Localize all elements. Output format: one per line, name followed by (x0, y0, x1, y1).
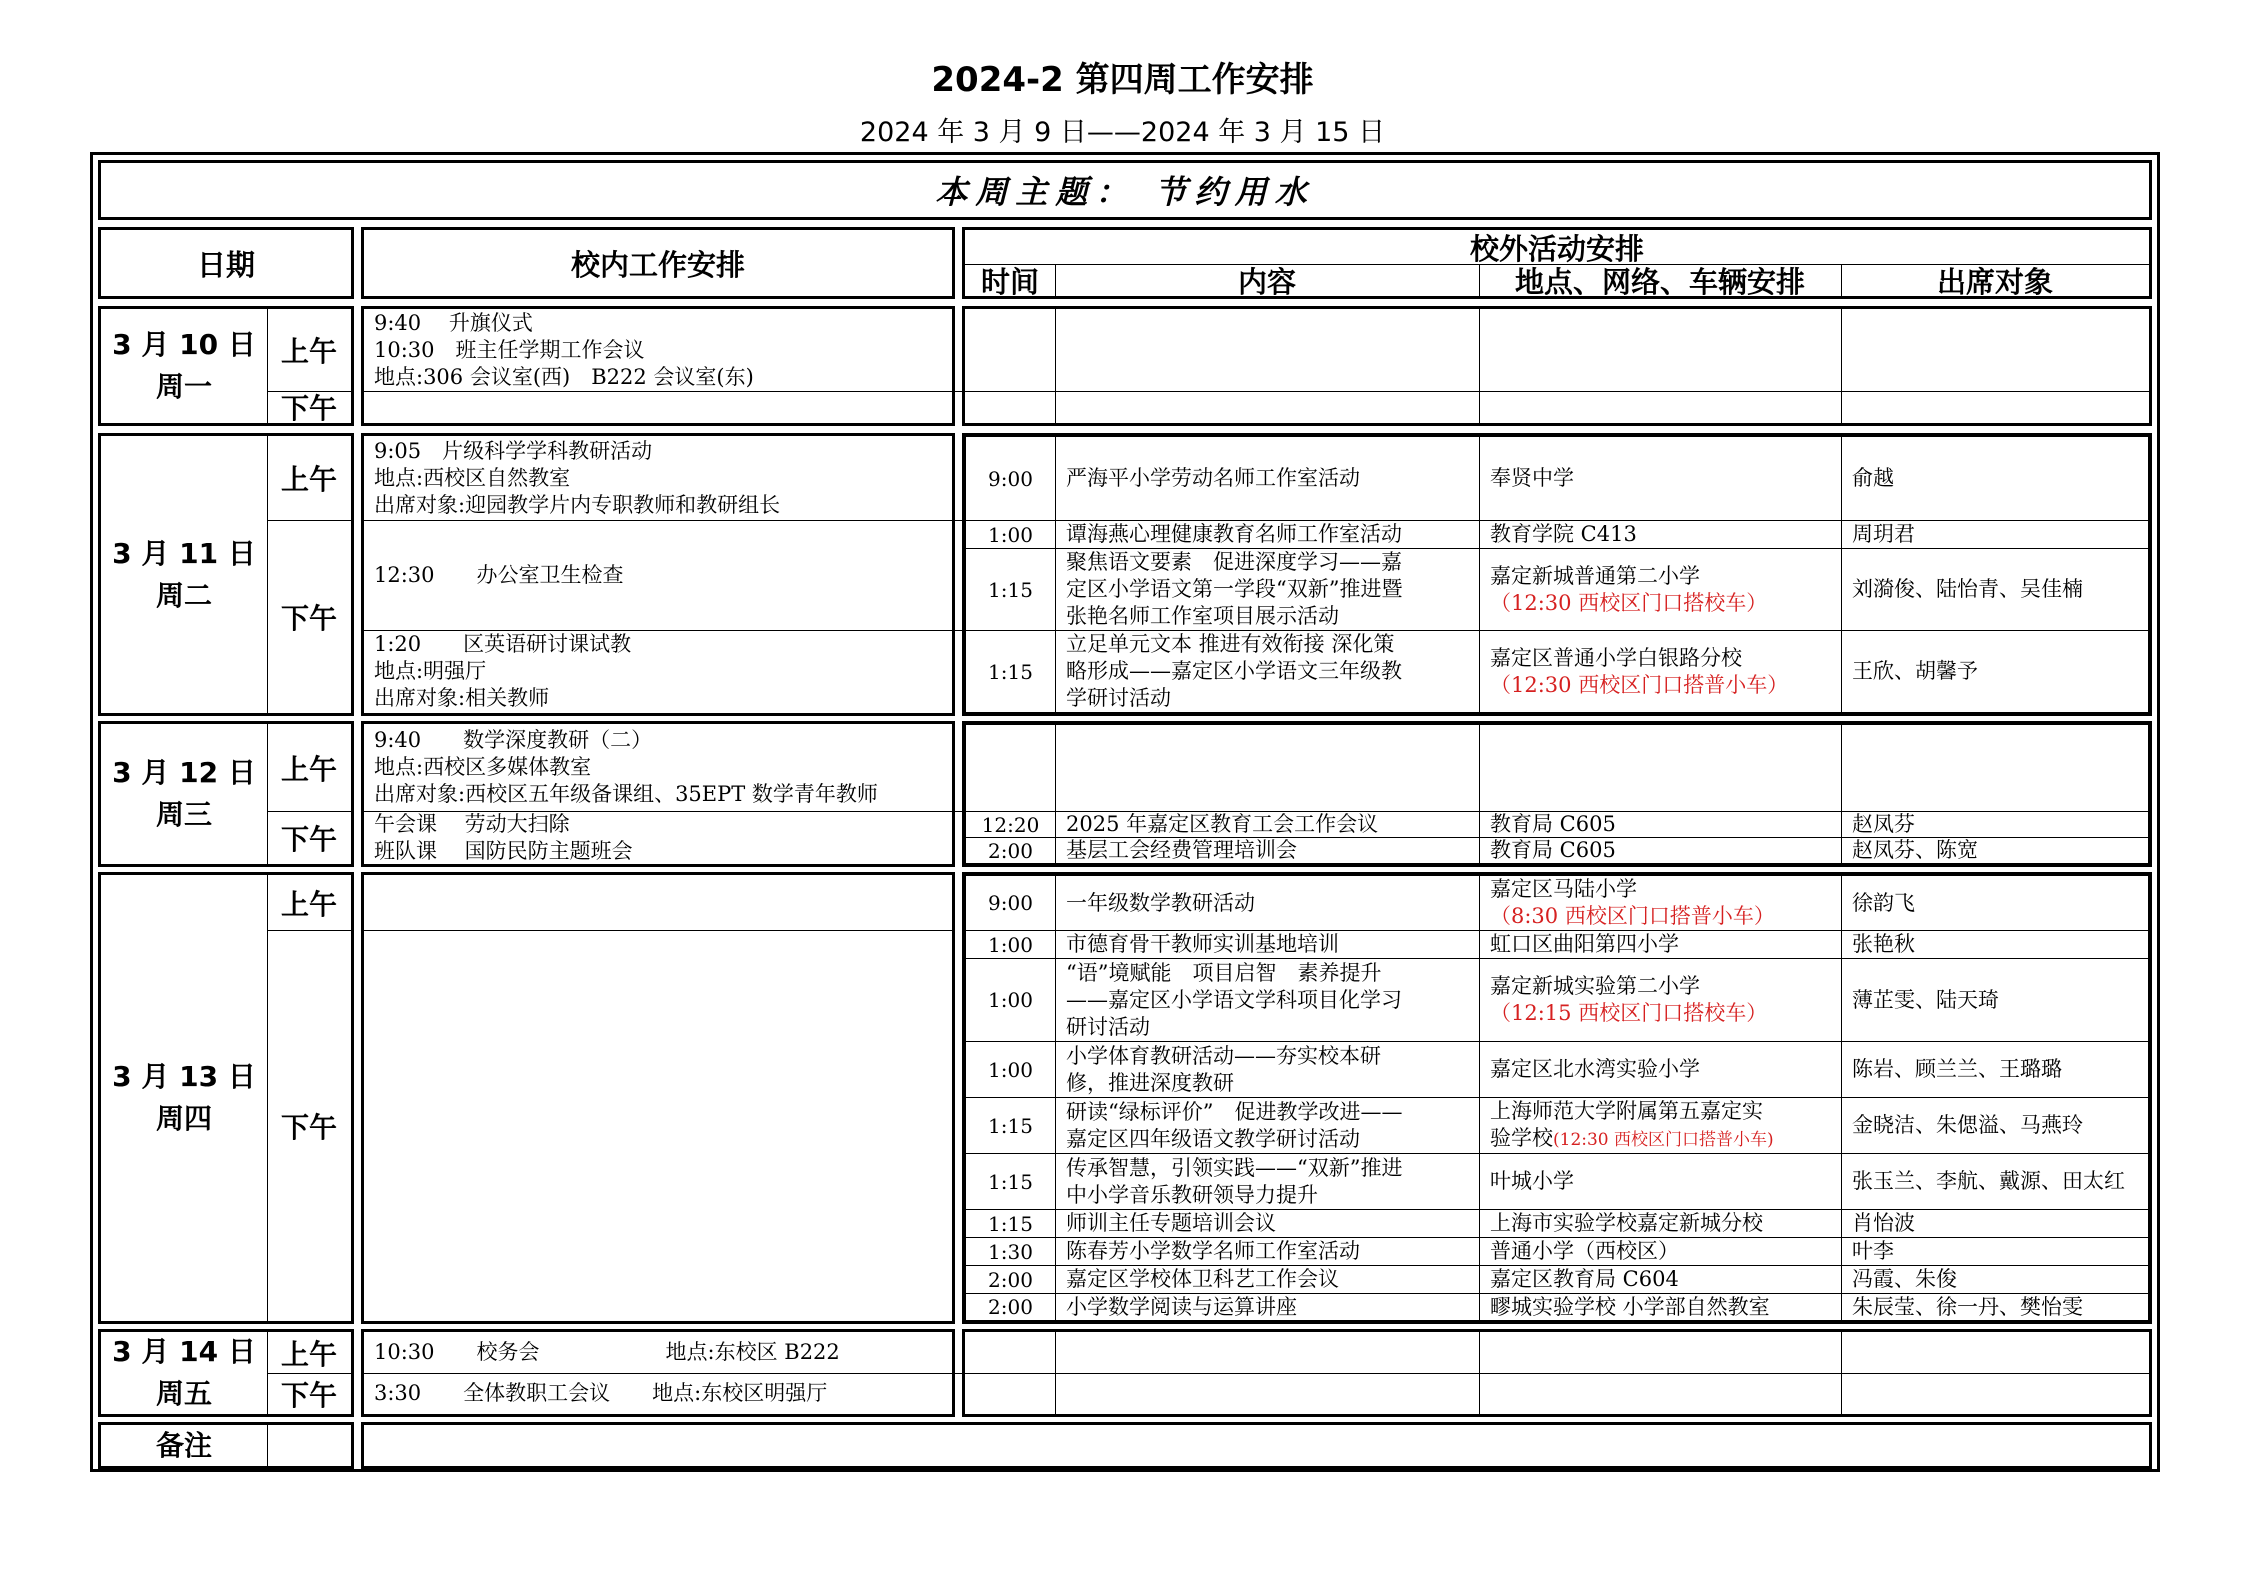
day-friday-label (101, 1332, 268, 1414)
ext-content (1055, 548, 1480, 631)
day-thursday (98, 872, 354, 1324)
text-line: 嘉定新城实验第二小学 (1490, 974, 1700, 998)
day-weekday: 周二 (155, 578, 212, 612)
text-line: 修，推进深度教研 (1066, 1070, 1234, 1095)
text-line: 上海师范大学附属第五嘉定实 (1490, 1098, 1763, 1123)
ext-content (1055, 1293, 1480, 1321)
text-line: 研读“绿标评价” 促进教学改进—— (1066, 1099, 1403, 1124)
text-line: 奉贤中学 (1490, 466, 1574, 490)
day-tuesday (98, 433, 354, 716)
text-line: 立足单元文本 推进有效衔接 深化策 (1066, 632, 1395, 656)
text-line: 午会课 劳动大扫除 (374, 811, 570, 836)
day-wednesday-label (101, 724, 268, 864)
ext-content (1055, 1041, 1480, 1098)
header-external: 校外活动安排 (965, 230, 2149, 265)
ext-place (1479, 958, 1842, 1042)
ext-time: 1:15 (965, 1153, 1056, 1210)
ext-content (1055, 958, 1480, 1042)
ext-place (1479, 875, 1842, 931)
text-line: 研讨活动 (1066, 1014, 1150, 1039)
ext-attendees: 赵凤芬、陈宽 (1841, 837, 2149, 864)
col-divider (1055, 309, 1056, 423)
text-line: 上海市实验学校嘉定新城分校 (1490, 1211, 1763, 1235)
ext-place (1479, 548, 1842, 631)
ext-content (1055, 875, 1480, 931)
tue-am-internal (364, 436, 972, 521)
text-line: 嘉定区马陆小学 (1490, 877, 1637, 901)
ext-attendees: 朱辰莹、徐一丹、樊怡雯 (1841, 1293, 2149, 1321)
ext-time: 9:00 (965, 436, 1056, 521)
empty-cell (1055, 724, 1480, 812)
tue-pm-internal-1 (364, 520, 972, 631)
text-line: 3:30 全体教职工会议 地点:东校区明强厅 (374, 1381, 828, 1405)
day-date: 3 月 12 日 (112, 756, 256, 789)
day-tuesday-label (101, 436, 268, 713)
slot-am: 上午 (267, 875, 351, 931)
page-title: 2024-2 第四周工作安排 (931, 60, 1314, 100)
text-line: 12:30 办公室卫生检查 (374, 562, 624, 587)
bus-note: （12:30 西校区门口搭校车） (1490, 590, 1768, 615)
ext-attendees: 薄芷雯、陆天琦 (1841, 958, 2149, 1042)
text-line: 陈春芳小学数学名师工作室活动 (1066, 1239, 1360, 1263)
wed-pm-internal (364, 811, 972, 864)
text-line: 地点:西校区多媒体教室 (374, 755, 592, 779)
text-line: 地点:明强厅 (374, 659, 487, 683)
ext-time: 1:15 (965, 1097, 1056, 1154)
text-line: 叶城小学 (1490, 1169, 1574, 1193)
text-line: 验学校 (1490, 1125, 1553, 1150)
ext-attendees: 徐韵飞 (1841, 875, 2149, 931)
text-line: 市德育骨干教师实训基地培训 (1066, 932, 1339, 956)
text-line: 教育学院 C413 (1490, 522, 1637, 546)
slot-pm: 下午 (280, 601, 337, 635)
text-line: 嘉定区北水湾实验小学 (1490, 1057, 1700, 1081)
ext-attendees: 张艳秋 (1841, 930, 2149, 959)
ext-content (1055, 1153, 1480, 1210)
ext-attendees: 陈岩、顾兰兰、王璐璐 (1841, 1041, 2149, 1098)
ext-time: 9:00 (965, 875, 1056, 931)
ext-place (1479, 1265, 1842, 1294)
ext-time: 1:00 (965, 1041, 1056, 1098)
text-line: 谭海燕心理健康教育名师工作室活动 (1066, 522, 1402, 546)
slot-am: 上午 (267, 309, 351, 392)
text-line: 出席对象:相关教师 (374, 686, 550, 710)
weekly-theme: 本周主题： 节约用水 (98, 160, 2152, 220)
text-line: 虹口区曲阳第四小学 (1490, 932, 1679, 956)
day-date: 3 月 13 日 (112, 1060, 256, 1093)
text-line: 小学体育教研活动——夯实校本研 (1066, 1043, 1381, 1068)
text-line: 疁城实验学校 小学部自然教室 (1490, 1294, 1770, 1319)
ext-attendees: 王欣、胡馨予 (1841, 630, 2149, 713)
tue-pm-internal-2 (364, 630, 972, 713)
text-line: 嘉定区学校体卫科艺工作会议 (1066, 1267, 1339, 1291)
ext-content (1055, 1265, 1480, 1294)
header-time: 时间 (965, 264, 1056, 296)
text-line: 教育局 C605 (1490, 838, 1616, 862)
text-line: 班队课 国防民防主题班会 (374, 838, 633, 863)
text-line: 张艳名师工作室项目展示活动 (1066, 604, 1339, 628)
text-line: 9:40 数学深度教研（二） (374, 728, 653, 752)
text-line: 9:40 升旗仪式 (374, 310, 533, 335)
ext-attendees: 冯霞、朱俊 (1841, 1265, 2149, 1294)
ext-time: 1:30 (965, 1237, 1056, 1266)
day-weekday: 周五 (155, 1377, 212, 1410)
slot-pm: 下午 (280, 1378, 337, 1412)
ext-time: 2:00 (965, 1265, 1056, 1294)
ext-attendees: 刘漪俊、陆怡青、吴佳楠 (1841, 548, 2149, 631)
ext-time: 1:15 (965, 630, 1056, 713)
day-friday (98, 1329, 354, 1417)
text-line: 师训主任专题培训会议 (1066, 1211, 1276, 1235)
ext-place (1479, 1293, 1842, 1321)
text-line: 教育局 C605 (1490, 812, 1616, 836)
wed-am-internal (364, 724, 972, 812)
ext-attendees: 周玥君 (1841, 520, 2149, 549)
day-weekday: 周三 (155, 798, 212, 831)
fri-internal (361, 1329, 955, 1417)
bus-note: （8:30 西校区门口搭普小车） (1490, 904, 1775, 928)
ext-content (1055, 436, 1480, 521)
col-divider (1841, 309, 1842, 423)
ext-place (1479, 630, 1842, 713)
ext-attendees: 俞越 (1841, 436, 2149, 521)
ext-content (1055, 837, 1480, 864)
ext-attendees: 叶李 (1841, 1237, 2149, 1266)
remarks-content (361, 1422, 2152, 1469)
empty-cell (1479, 724, 1842, 812)
text-line: 9:05 片级科学学科教研活动 (374, 438, 653, 463)
col-divider (1479, 309, 1480, 423)
text-line: 一年级数学教研活动 (1066, 890, 1255, 915)
header-content: 内容 (1055, 264, 1480, 296)
ext-place (1479, 811, 1842, 838)
text-line: 小学数学阅读与运算讲座 (1066, 1294, 1297, 1319)
ext-attendees: 赵凤芬 (1841, 811, 2149, 838)
thu-external (962, 872, 2152, 1324)
text-line: 出席对象:西校区五年级备课组、35EPT 数学青年教师 (374, 782, 878, 806)
text-line: “语”境赋能 项目启智 素养提升 (1066, 960, 1382, 985)
ext-content (1055, 630, 1480, 713)
ext-place (1479, 520, 1842, 549)
ext-time: 1:15 (965, 1209, 1056, 1238)
row-divider (965, 391, 2149, 392)
text-line: 地点:306 会议室(西) B222 会议室(东) (374, 364, 754, 389)
row-divider (364, 930, 952, 931)
text-line: 严海平小学劳动名师工作室活动 (1066, 466, 1360, 490)
text-line: 2025 年嘉定区教育工会工作会议 (1066, 812, 1379, 836)
slot-am: 上午 (267, 436, 351, 521)
ext-place (1479, 930, 1842, 959)
day-wednesday (98, 721, 354, 867)
bus-note: （12:15 西校区门口搭校车） (1490, 1001, 1768, 1025)
ext-content (1055, 1097, 1480, 1154)
slot-pm: 下午 (280, 392, 337, 425)
text-line: 基层工会经费管理培训会 (1066, 838, 1297, 862)
slot-am: 上午 (267, 1332, 351, 1374)
fri-external (962, 1329, 2152, 1417)
ext-content (1055, 1209, 1480, 1238)
ext-content (1055, 811, 1480, 838)
ext-place (1479, 1097, 1842, 1154)
date-range: 2024 年 3 月 9 日——2024 年 3 月 15 日 (859, 117, 1386, 148)
header-place: 地点、网络、车辆安排 (1479, 264, 1842, 296)
day-monday (98, 306, 354, 426)
mon-external (962, 306, 2152, 426)
text-line: 嘉定区四年级语文教学研讨活动 (1066, 1126, 1360, 1151)
slot-am: 上午 (267, 724, 351, 812)
text-line: 10:30 班主任学期工作会议 (374, 337, 645, 362)
ext-time: 1:15 (965, 548, 1056, 631)
ext-attendees: 肖怡波 (1841, 1209, 2149, 1238)
text-line: 聚焦语文要素 促进深度学习——嘉 (1066, 550, 1402, 574)
ext-time: 1:00 (965, 930, 1056, 959)
header-date-box (98, 227, 354, 299)
header-external-box (962, 227, 2152, 299)
text-line: 中小学音乐教研领导力提升 (1066, 1182, 1318, 1207)
text-line: 传承智慧，引领实践——“双新”推进 (1066, 1155, 1403, 1180)
day-thursday-label (101, 875, 268, 1321)
bus-note: （12:30 西校区门口搭普小车） (1490, 672, 1789, 697)
ext-place (1479, 1209, 1842, 1238)
mon-am-internal (364, 309, 972, 392)
tue-internal (361, 433, 955, 716)
ext-place (1479, 1153, 1842, 1210)
mon-internal (361, 306, 955, 426)
day-weekday: 周四 (155, 1102, 212, 1135)
text-line: 10:30 校务会 地点:东校区 B222 (374, 1340, 840, 1364)
ext-content (1055, 1237, 1480, 1266)
header-internal: 校内工作安排 (570, 247, 745, 282)
fri-pm-internal (364, 1373, 972, 1414)
text-line: 嘉定区普通小学白银路分校 (1490, 645, 1742, 670)
slot-pm: 下午 (280, 1110, 337, 1144)
text-line: 嘉定新城普通第二小学 (1490, 563, 1700, 588)
wed-internal (361, 721, 955, 867)
ext-content (1055, 930, 1480, 959)
ext-place (1479, 837, 1842, 864)
empty-cell (965, 724, 1056, 812)
ext-content (1055, 520, 1480, 549)
thu-internal (361, 872, 955, 1324)
day-monday-label (101, 309, 268, 423)
remarks-label: 备注 (101, 1425, 268, 1466)
bus-note: (12:30 西校区门口搭普小车) (1553, 1129, 1774, 1150)
schedule-table (90, 152, 2160, 1472)
ext-time: 1:00 (965, 520, 1056, 549)
text-line: 定区小学语文第一学段“双新”推进暨 (1066, 577, 1403, 601)
header-attendees: 出席对象 (1936, 264, 2053, 299)
text-line: 地点:西校区自然教室 (374, 465, 571, 490)
ext-time: 1:00 (965, 958, 1056, 1042)
day-weekday: 周一 (155, 370, 212, 403)
ext-attendees: 张玉兰、李航、戴源、田太红 (1841, 1153, 2149, 1210)
ext-time: 2:00 (965, 1293, 1056, 1321)
day-date: 3 月 11 日 (112, 536, 256, 570)
fri-am-internal (364, 1332, 972, 1374)
row-divider (965, 1373, 2149, 1374)
tue-external (962, 433, 2152, 716)
ext-place (1479, 1041, 1842, 1098)
ext-place (1479, 1237, 1842, 1266)
text-line: 出席对象:迎园教学片内专职教师和教研组长 (374, 492, 781, 517)
text-line: 略形成——嘉定区小学语文三年级教 (1066, 659, 1402, 683)
ext-time: 12:20 (965, 811, 1056, 838)
ext-place (1479, 436, 1842, 521)
text-line: 1:20 区英语研讨课试教 (374, 632, 632, 656)
ext-attendees: 金晓洁、朱偲溢、马燕玲 (1841, 1097, 2149, 1154)
text-line: 学研讨活动 (1066, 686, 1171, 710)
slot-pm: 下午 (280, 822, 337, 856)
day-date: 3 月 14 日 (112, 1335, 256, 1368)
empty-cell (1841, 724, 2149, 812)
remarks-box (98, 1422, 354, 1469)
wed-external (962, 721, 2152, 867)
text-line: ——嘉定区小学语文学科项目化学习 (1066, 987, 1402, 1012)
header-date: 日期 (196, 247, 255, 282)
header-internal-box (361, 227, 955, 299)
text-line: 嘉定区教育局 C604 (1490, 1267, 1679, 1291)
ext-time: 2:00 (965, 837, 1056, 864)
day-date: 3 月 10 日 (112, 328, 256, 361)
text-line: 普通小学（西校区） (1490, 1239, 1679, 1263)
